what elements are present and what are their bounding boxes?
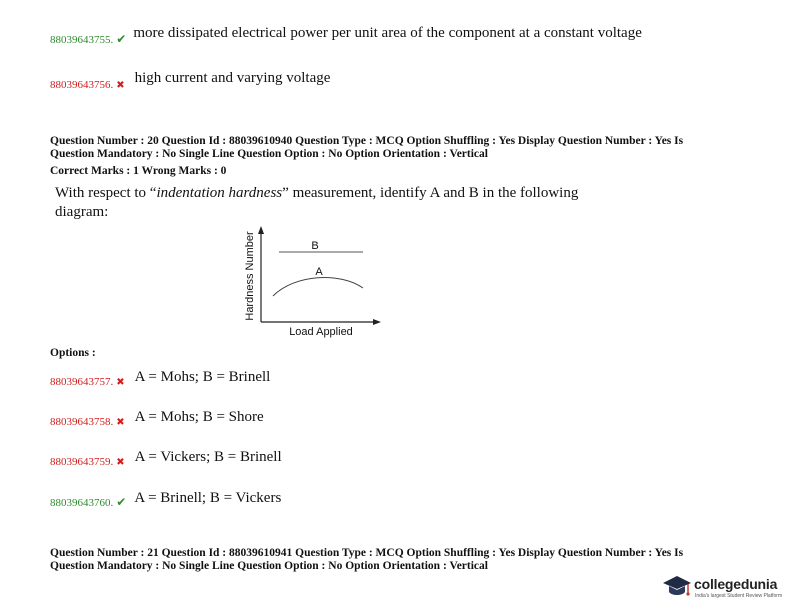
question-text-part: ” measurement, identify A and B in the following [282,185,579,201]
question-text-italic: indentation hardness [156,185,283,201]
brand-name: collegedunia [694,576,778,592]
question-meta [50,547,683,573]
option-row [50,409,264,430]
option-row [50,369,271,390]
option-id: 88039643756. [50,79,114,91]
graduation-cap-icon [662,573,692,601]
x-axis-label: Load Applied [289,326,353,338]
option-text: A = Brinell; B = Vickers [134,490,282,506]
question-meta [50,135,683,178]
option-text: A = Mohs; B = Shore [134,409,264,425]
question-text [55,184,578,222]
cross-icon: ✖ [116,80,125,91]
y-axis-label: Hardness Number [244,231,256,321]
option-id: 88039643759. [50,456,114,468]
option-id: 88039643758. [50,416,114,428]
option-text: A = Vickers; B = Brinell [134,449,282,465]
option-text: high current and varying voltage [134,70,331,86]
checkmark-icon: ✔ [116,495,127,509]
question-meta-line: Question Mandatory : No Single Line Question Option : No Option Orientation : Vertical [50,560,488,572]
question-meta-line: Question Number : 20 Question Id : 88039610940 Question Type : MCQ Option Shuffling : Yes Display Question Number : Yes Is [50,135,684,147]
option-row [50,25,642,48]
option-id: 88039643757. [50,376,114,388]
y-axis-arrow [258,226,264,234]
option-row [50,490,282,511]
cross-icon: ✖ [116,377,125,388]
brand-tagline: India's largest Student Review Platform [695,593,783,599]
option-row [50,70,331,93]
hardness-diagram [235,222,395,342]
option-id: 88039643755. [50,34,114,46]
options-label: Options : [50,347,96,359]
curve-a [273,278,363,296]
x-axis-arrow [373,319,381,325]
collegedunia-watermark [662,573,786,605]
question-text-line: diagram: [55,204,109,220]
option-id: 88039643760. [50,497,114,509]
question-meta-line: Question Number : 21 Question Id : 88039610941 Question Type : MCQ Option Shuffling : Yes Display Question Number : Yes Is [50,547,684,559]
option-row [50,449,282,470]
question-marks: Correct Marks : 1 Wrong Marks : 0 [50,165,227,177]
option-text: more dissipated electrical power per unit area of the component at a constant voltage [133,25,642,41]
question-text-part: With respect to “ [55,185,157,201]
option-text: A = Mohs; B = Brinell [134,369,271,385]
label-a: A [315,266,323,278]
checkmark-icon: ✔ [116,32,127,46]
question-meta-line: Question Mandatory : No Single Line Question Option : No Option Orientation : Vertical [50,148,488,160]
cross-icon: ✖ [116,457,125,468]
label-b: B [311,240,319,252]
cross-icon: ✖ [116,417,125,428]
